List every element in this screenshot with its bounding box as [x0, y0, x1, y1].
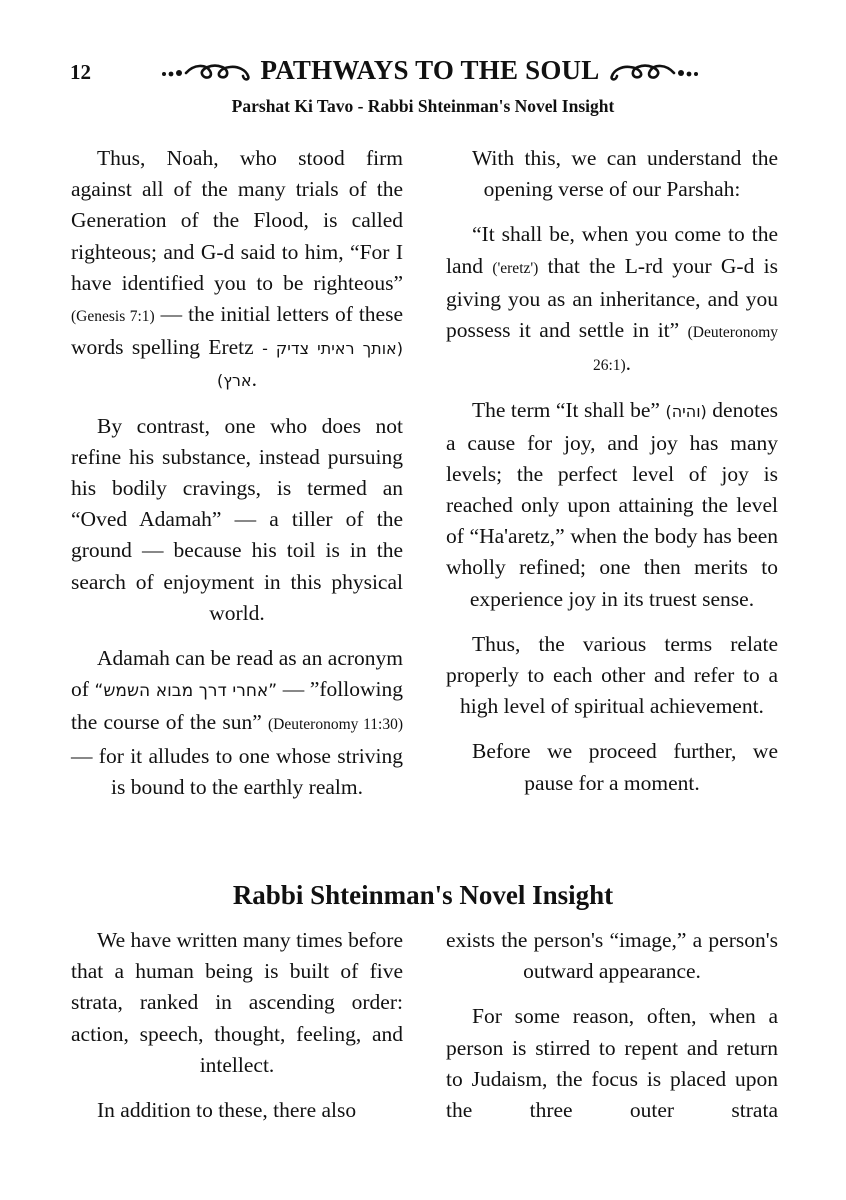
- paragraph-contrast: By contrast, one who does not refine his substance, instead pursuing his bodily cravings, is termed an “Oved Adamah” — a tiller of the ground — because his toil is in the search of enjoyment in this physical world.: [71, 413, 403, 625]
- hebrew-phrase: ”אחרי דרך מבוא השמש“: [94, 681, 278, 702]
- text-run: The term “It shall be”: [472, 398, 666, 423]
- paragraph-noah: [71, 143, 403, 397]
- paragraph-repent: For some reason, often, when a person is stirred to repent and return to Judaism, the focus is placed upon the three outer strata: [446, 1004, 778, 1123]
- section-heading: Rabbi Shteinman's Novel Insight: [232, 880, 614, 910]
- text-run: “It shall be, when you come to the land: [446, 222, 778, 278]
- chapter-subtitle: Parshat Ki Tavo - Rabbi Shteinman's Novel Insight: [231, 96, 615, 116]
- text-run: — the initial letters of these words spelling Eretz: [71, 302, 404, 360]
- paragraph-verse: [446, 219, 778, 381]
- right-column-top: [446, 143, 778, 813]
- text-run: .: [251, 367, 257, 392]
- text-run: — for it alludes to one whose striving is bound to the earthly realm.: [71, 743, 403, 799]
- paragraph-opening: With this, we can understand the opening verse of our Parshah:: [472, 146, 778, 202]
- paragraph-adamah: [71, 643, 403, 803]
- citation: (Genesis 7:1): [71, 308, 155, 326]
- text-run: Thus, Noah, who stood firm against all of the many trials of the Generation of the Flood, is called righteous; and G-d said to him, “For I have identified you to be righteous”: [71, 146, 403, 295]
- hebrew-phrase: (והיה): [665, 402, 707, 422]
- page-number: 12: [70, 60, 91, 84]
- term: ('eretz'): [492, 259, 539, 277]
- citation: (Deuteronomy 11:30): [268, 716, 403, 734]
- running-head: [130, 50, 730, 90]
- text-run: Adamah can be read as an acronym of: [71, 646, 403, 702]
- paragraph-pause: Before we proceed further, we pause for a moment.: [472, 739, 778, 795]
- paragraph-joy: [446, 395, 778, 614]
- left-column-bottom: [71, 925, 403, 1140]
- left-column-top: [71, 143, 403, 817]
- text-run: that the L-rd your G-d is giving you as an inheritance, and you possess it and settle in it”: [446, 253, 778, 343]
- paragraph-strata: We have written many times before that a human being is built of five strata, ranked in ascending order: action, speech, thought, feeling, and intellect.: [71, 928, 403, 1077]
- text-run: denotes a cause for joy, and joy has many levels; the perfect level of joy is reached only upon attaining the level of “Ha'aretz,” when the body has been wholly refined; one then merits to experience joy in its truest sense.: [446, 398, 778, 611]
- text-run: — ”following the course of the sun”: [71, 677, 404, 735]
- paragraph-image: exists the person's “image,” a person's outward appearance.: [446, 928, 778, 984]
- left-scroll-ornament-icon: [160, 58, 255, 82]
- paragraph-terms: Thus, the various terms relate properly to each other and refer to a high level of spiritual achievement.: [446, 631, 778, 719]
- paragraph-addition: In addition to these, there also: [97, 1098, 357, 1123]
- text-run: .: [625, 351, 632, 376]
- running-title: PATHWAYS TO THE SOUL: [260, 54, 600, 85]
- right-scroll-ornament-icon: [605, 58, 700, 82]
- citation: (Deuteronomy 26:1): [592, 324, 778, 375]
- hebrew-phrase: (אותך ראיתי צדיק - ארץ): [217, 339, 403, 391]
- right-column-bottom: [446, 925, 778, 1140]
